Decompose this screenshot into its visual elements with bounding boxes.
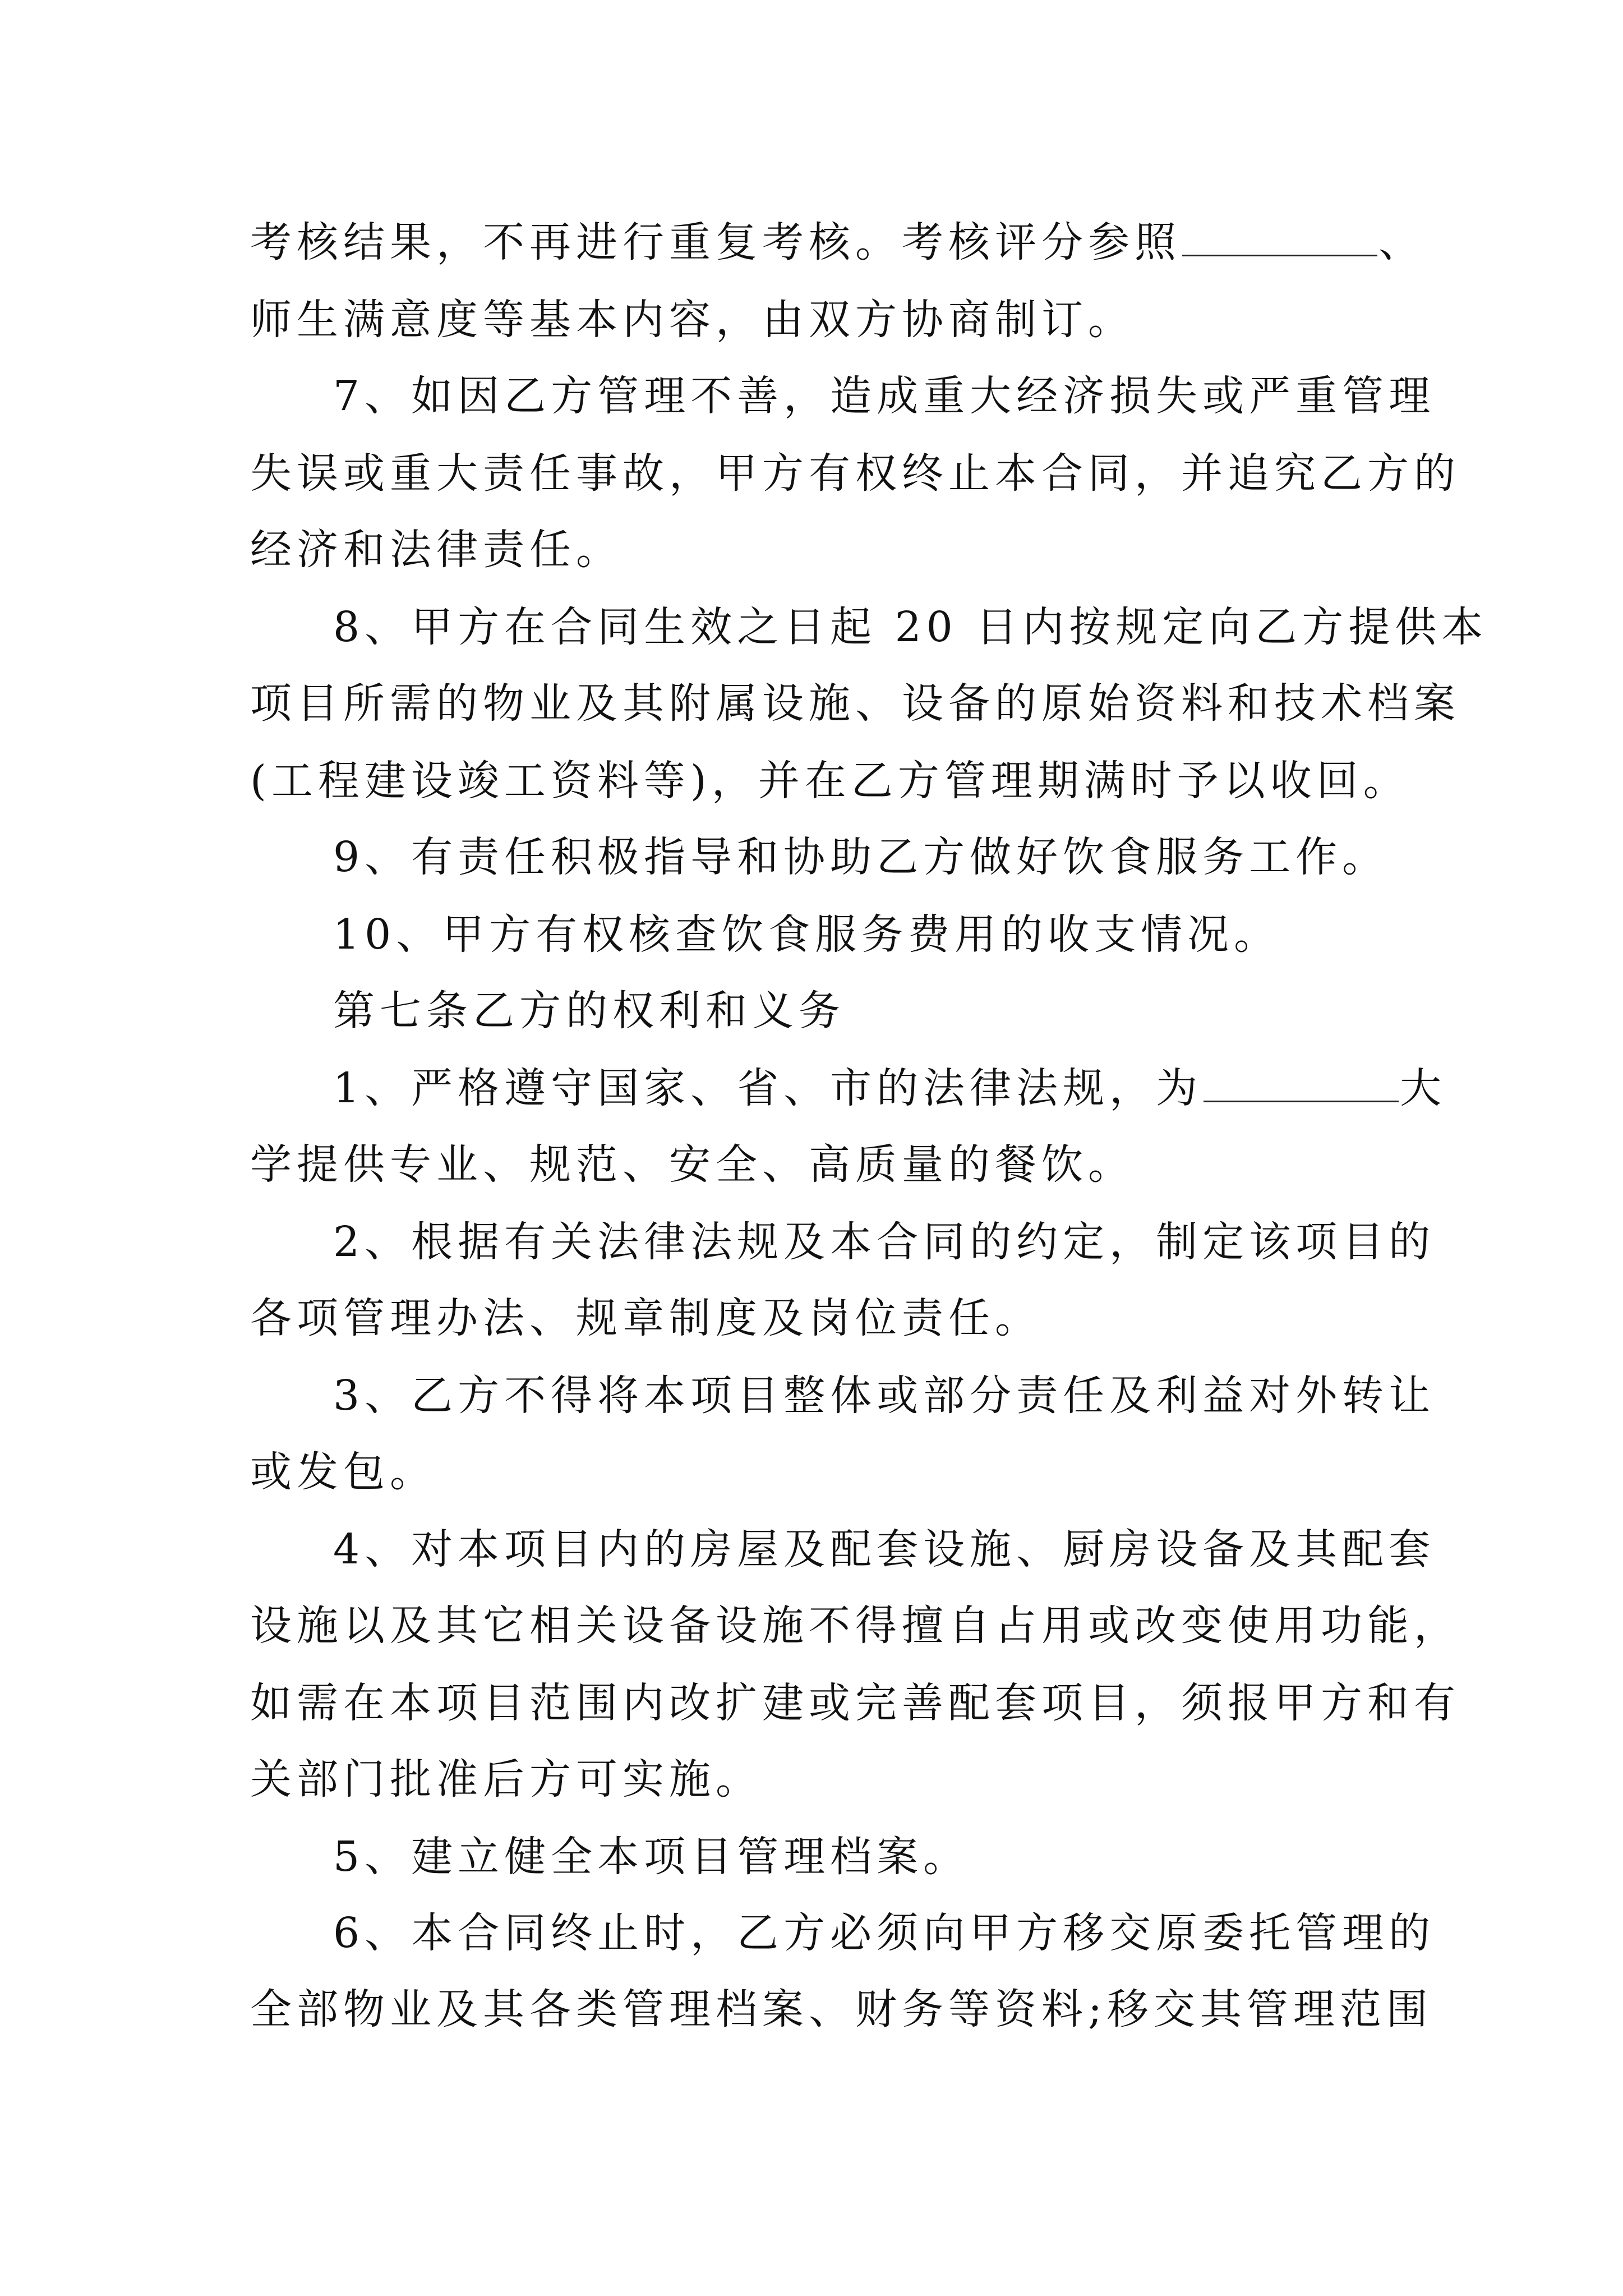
text-line: 关部门批准后方可实施。 [250, 1755, 762, 1803]
text-line: 各项管理办法、规章制度及岗位责任。 [250, 1294, 1041, 1342]
fill-in-blank [1182, 219, 1377, 256]
text-segment: 大 [1400, 1064, 1447, 1112]
paragraph-start: 4、对本项目内的房屋及配套设施、厨房设备及其配套 [333, 1525, 1436, 1573]
text-line: (工程建设竣工资料等)，并在乙方管理期满时予以收回。 [250, 757, 1410, 805]
text-segment: 1、严格遵守国家、省、市的法律法规，为 [333, 1064, 1203, 1112]
text-line: 项目所需的物业及其附属设施、设备的原始资料和技术档案 [250, 679, 1460, 728]
paragraph-start: 9、有责任积极指导和协助乙方做好饮食服务工作。 [333, 833, 1389, 881]
paragraph-start: 5、建立健全本项目管理档案。 [333, 1833, 970, 1881]
paragraph-start: 7、如因乙方管理不善，造成重大经济损失或严重管理 [333, 372, 1436, 420]
text-segment: 考核结果，不再进行重复考核。考核评分参照 [250, 218, 1181, 266]
text-line: 全部物业及其各类管理档案、财务等资料;移交其管理范围 [250, 1985, 1433, 2033]
paragraph-start [333, 1055, 1460, 1122]
text-line [250, 209, 1425, 276]
text-line: 或发包。 [250, 1448, 436, 1496]
text-line: 师生满意度等基本内容，由双方协商制订。 [250, 296, 1135, 344]
text-line: 失误或重大责任事故，甲方有权终止本合同，并追究乙方的 [250, 449, 1460, 498]
paragraph-start: 6、本合同终止时，乙方必须向甲方移交原委托管理的 [333, 1909, 1436, 1957]
paragraph-start: 10、甲方有权核查饮食服务费用的收支情况。 [333, 910, 1281, 959]
text-line: 设施以及其它相关设备设施不得擅自占用或改变使用功能， [250, 1602, 1460, 1650]
text-line: 如需在本项目范围内改扩建或完善配套项目，须报甲方和有 [250, 1679, 1460, 1727]
text-line: 学提供专业、规范、安全、高质量的餐饮。 [250, 1140, 1135, 1189]
fill-in-blank [1204, 1065, 1399, 1102]
paragraph-start: 3、乙方不得将本项目整体或部分责任及利益对外转让 [333, 1372, 1436, 1420]
paragraph-start: 2、根据有关法律法规及本合同的约定，制定该项目的 [333, 1218, 1436, 1266]
paragraph-start: 8、甲方在合同生效之日起 20 日内按规定向乙方提供本 [333, 603, 1488, 651]
text-line: 经济和法律责任。 [250, 526, 623, 574]
section-heading: 第七条乙方的权利和义务 [333, 987, 845, 1035]
text-segment: 、 [1378, 218, 1425, 266]
